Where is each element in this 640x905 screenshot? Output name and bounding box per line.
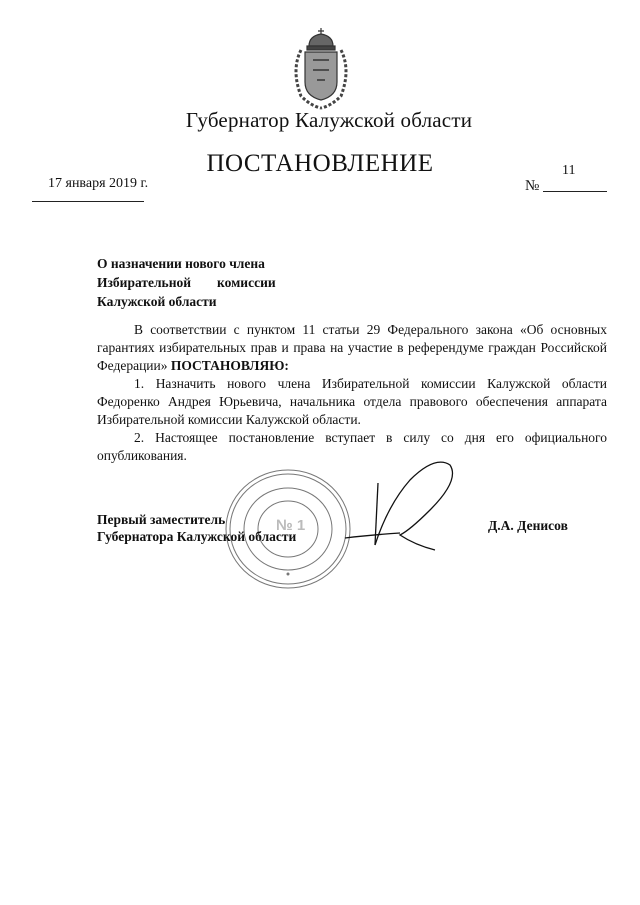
- document-body: [97, 321, 607, 465]
- item-2: 2. Настоящее постановление вступает в силу со дня его официального опубликования.: [97, 430, 607, 463]
- coat-of-arms-icon: [283, 26, 359, 110]
- signatory-title-line: Первый заместитель: [97, 512, 226, 527]
- signatory-title: [97, 511, 296, 545]
- organization-title: Губернатор Калужской области: [185, 108, 473, 132]
- preamble-text: В соответствии с пунктом 11 статьи 29 Федерального закона «Об основных гарантиях избирательных прав и права на участие в референдуме граждан Российской Федерации»: [97, 322, 607, 373]
- subject-line: Калужской области: [97, 294, 217, 309]
- number-underline: [543, 191, 607, 192]
- item-1: 1. Назначить нового члена Избирательной комиссии Калужской области Федоренко Андрея Юрьевича, начальника отдела правового обеспечения аппарата Избирательной комиссии Калужской области.: [97, 376, 607, 427]
- resolve-keyword: ПОСТАНОВЛЯЮ:: [170, 358, 289, 373]
- document-subject: [97, 254, 276, 311]
- subject-word: Избирательной: [97, 275, 192, 290]
- date-underline: [32, 201, 144, 202]
- document-number: 11: [562, 163, 576, 178]
- subject-line: О назначении нового члена: [97, 256, 265, 271]
- handwritten-signature-icon: [340, 455, 470, 555]
- signatory-title-line: Губернатора Калужской области: [97, 529, 297, 544]
- document-date: 17 января 2019 г.: [48, 176, 149, 191]
- subject-word: комиссии: [217, 275, 276, 290]
- number-label: №: [525, 178, 540, 194]
- preamble-paragraph: [97, 321, 607, 375]
- document-type: ПОСТАНОВЛЕНИЕ: [206, 150, 434, 177]
- svg-text:№ 1: № 1: [276, 517, 306, 534]
- signatory-name: Д.А. Денисов: [488, 518, 568, 533]
- subject-line: [97, 273, 276, 292]
